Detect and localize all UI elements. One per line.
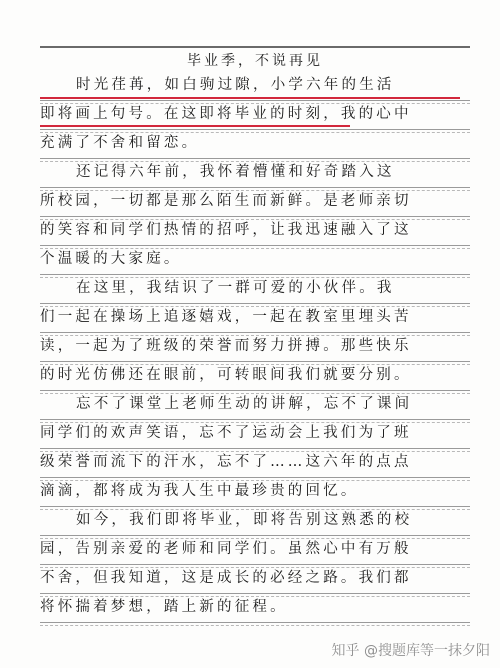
red-underline-2 (40, 125, 350, 127)
essay-line: 的时光仿佛还在眼前，可转眼间我们就要分别。 (40, 362, 470, 391)
essay-line: 的笑容和同学们热情的招呼，让我迅速融入了这 (40, 217, 470, 246)
essay-line: 个温暖的大家庭。 (40, 246, 470, 275)
essay-line: 滴滴，都将成为我人生中最珍贵的回忆。 (40, 478, 470, 507)
watermark: 知乎 @搜题库等一抹夕阳 (331, 643, 490, 659)
essay-line: 不舍，但我知道，这是成长的必经之路。我们都 (40, 565, 470, 594)
essay-title: 毕业季，不说再见 (187, 53, 323, 69)
essay-line: 们一起在操场上追逐嬉戏，一起在教室里埋头苦 (40, 304, 470, 333)
essay-line: 即将画上句号。在这即将毕业的时刻，我的心中 (40, 101, 470, 130)
essay-line: 在这里，我结识了一群可爱的小伙伴。我 (40, 275, 470, 304)
essay-line: 园，告别亲爱的老师和同学们。虽然心中有万般 (40, 536, 470, 565)
essay-line: 读，一起为了班级的荣誉而努力拼搏。那些快乐 (40, 333, 470, 362)
essay-line: 所校园，一切都是那么陌生而新鲜。是老师亲切 (40, 188, 470, 217)
essay-line: 时光荏苒，如白驹过隙，小学六年的生活 (40, 72, 470, 101)
essay-line: 级荣誉而流下的汗水，忘不了……这六年的点点 (40, 449, 470, 478)
red-underline-1 (40, 97, 460, 99)
essay-line: 还记得六年前，我怀着懵懂和好奇踏入这 (40, 159, 470, 188)
essay-line: 将怀揣着梦想，踏上新的征程。 (40, 594, 470, 623)
essay-line: 同学们的欢声笑语，忘不了运动会上我们为了班 (40, 420, 470, 449)
essay-lines (40, 72, 470, 623)
essay-line: 充满了不舍和留恋。 (40, 130, 470, 159)
essay-line: 如今，我们即将毕业，即将告别这熟悉的校 (40, 507, 470, 536)
top-rule (40, 46, 470, 48)
essay-line: 忘不了课堂上老师生动的讲解，忘不了课间 (40, 391, 470, 420)
